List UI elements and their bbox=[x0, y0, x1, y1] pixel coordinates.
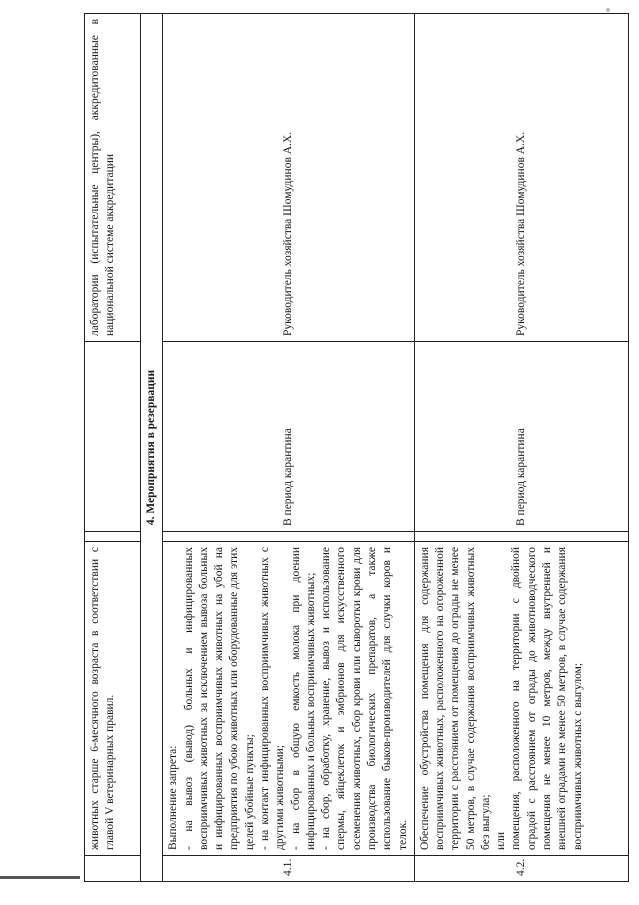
gap-cell bbox=[414, 532, 628, 542]
list-item: Выполнение запрета: bbox=[167, 745, 180, 850]
gap-cell bbox=[163, 532, 415, 542]
lab-cell: лаборатории (испытательные центры), аккредитованные в национальной системе аккредитации bbox=[85, 14, 141, 342]
list-item: или bbox=[495, 831, 508, 850]
table-row bbox=[163, 14, 415, 882]
responsible-cell: Руководитель хозяйства Шомудинов А.Х. bbox=[163, 14, 415, 342]
term-cell: В период карантина bbox=[414, 342, 628, 532]
list-item: Обеспечение обустройства помещения для содержания восприимчивых животных, расположенного на огороженной территории с расстоянием от помещения до ограды не менее 50 метров, в случае содержания восприимчивых животных без выгула; bbox=[418, 547, 492, 850]
table-row-continuation bbox=[85, 14, 141, 882]
responsible-cell: Руководитель хозяйства Шомудинов А.Х. bbox=[414, 14, 628, 342]
row-number: 4.1. bbox=[163, 856, 415, 882]
gap-cell bbox=[85, 532, 141, 542]
term-cell: В период карантина bbox=[163, 342, 415, 532]
list-item: помещения, расположенного на территории с двойной оградой с расстоянием от ограды до животноводческого помещения не менее 10 метров, между внутренней и внешней оградами не менее 50 метров, в случае содержания восприимчивых животных с выгулом; bbox=[510, 547, 584, 850]
rotated-document bbox=[84, 14, 616, 882]
list-item: - на сбор, обработку, хранение, вывоз и использование спермы, яйцеклеток и эмбрионов для искусственного осеменения животных, сбор крови или сыворотки крови для производства биологических препаратов, а также использование быков-производителей для случки коров и телок. bbox=[320, 547, 409, 850]
table-row bbox=[414, 14, 628, 882]
term-cell bbox=[85, 342, 141, 532]
section-header-row bbox=[141, 14, 163, 882]
desc-cell bbox=[163, 542, 415, 856]
desc-cell: животных старше 6-месячного возраста в соответствии с главой V ветеринарных правил. bbox=[85, 542, 141, 856]
list-item: - на сбор в общую емкость молока при доении инфицированных и больных восприимчивых животных; bbox=[289, 547, 317, 850]
desc-cell bbox=[414, 542, 628, 856]
list-item: - на контакт инфицированных восприимчивых животных с другими животными; bbox=[258, 547, 287, 850]
scan-speck bbox=[606, 8, 610, 12]
measures-table bbox=[84, 13, 629, 882]
list-item: - на вывоз (вывод) больных и инфицированных восприимчивых животных за исключением вывоза больных и инфицированных восприимчивых животных на убой на предприятия по убою животных или оборудованные для этих целей убойные пункты; bbox=[182, 547, 256, 850]
num-cell bbox=[85, 856, 141, 882]
row-number: 4.2. bbox=[414, 856, 628, 882]
section-title: 4. Мероприятия в резервации bbox=[141, 14, 163, 882]
scan-edge-mark bbox=[0, 876, 80, 879]
